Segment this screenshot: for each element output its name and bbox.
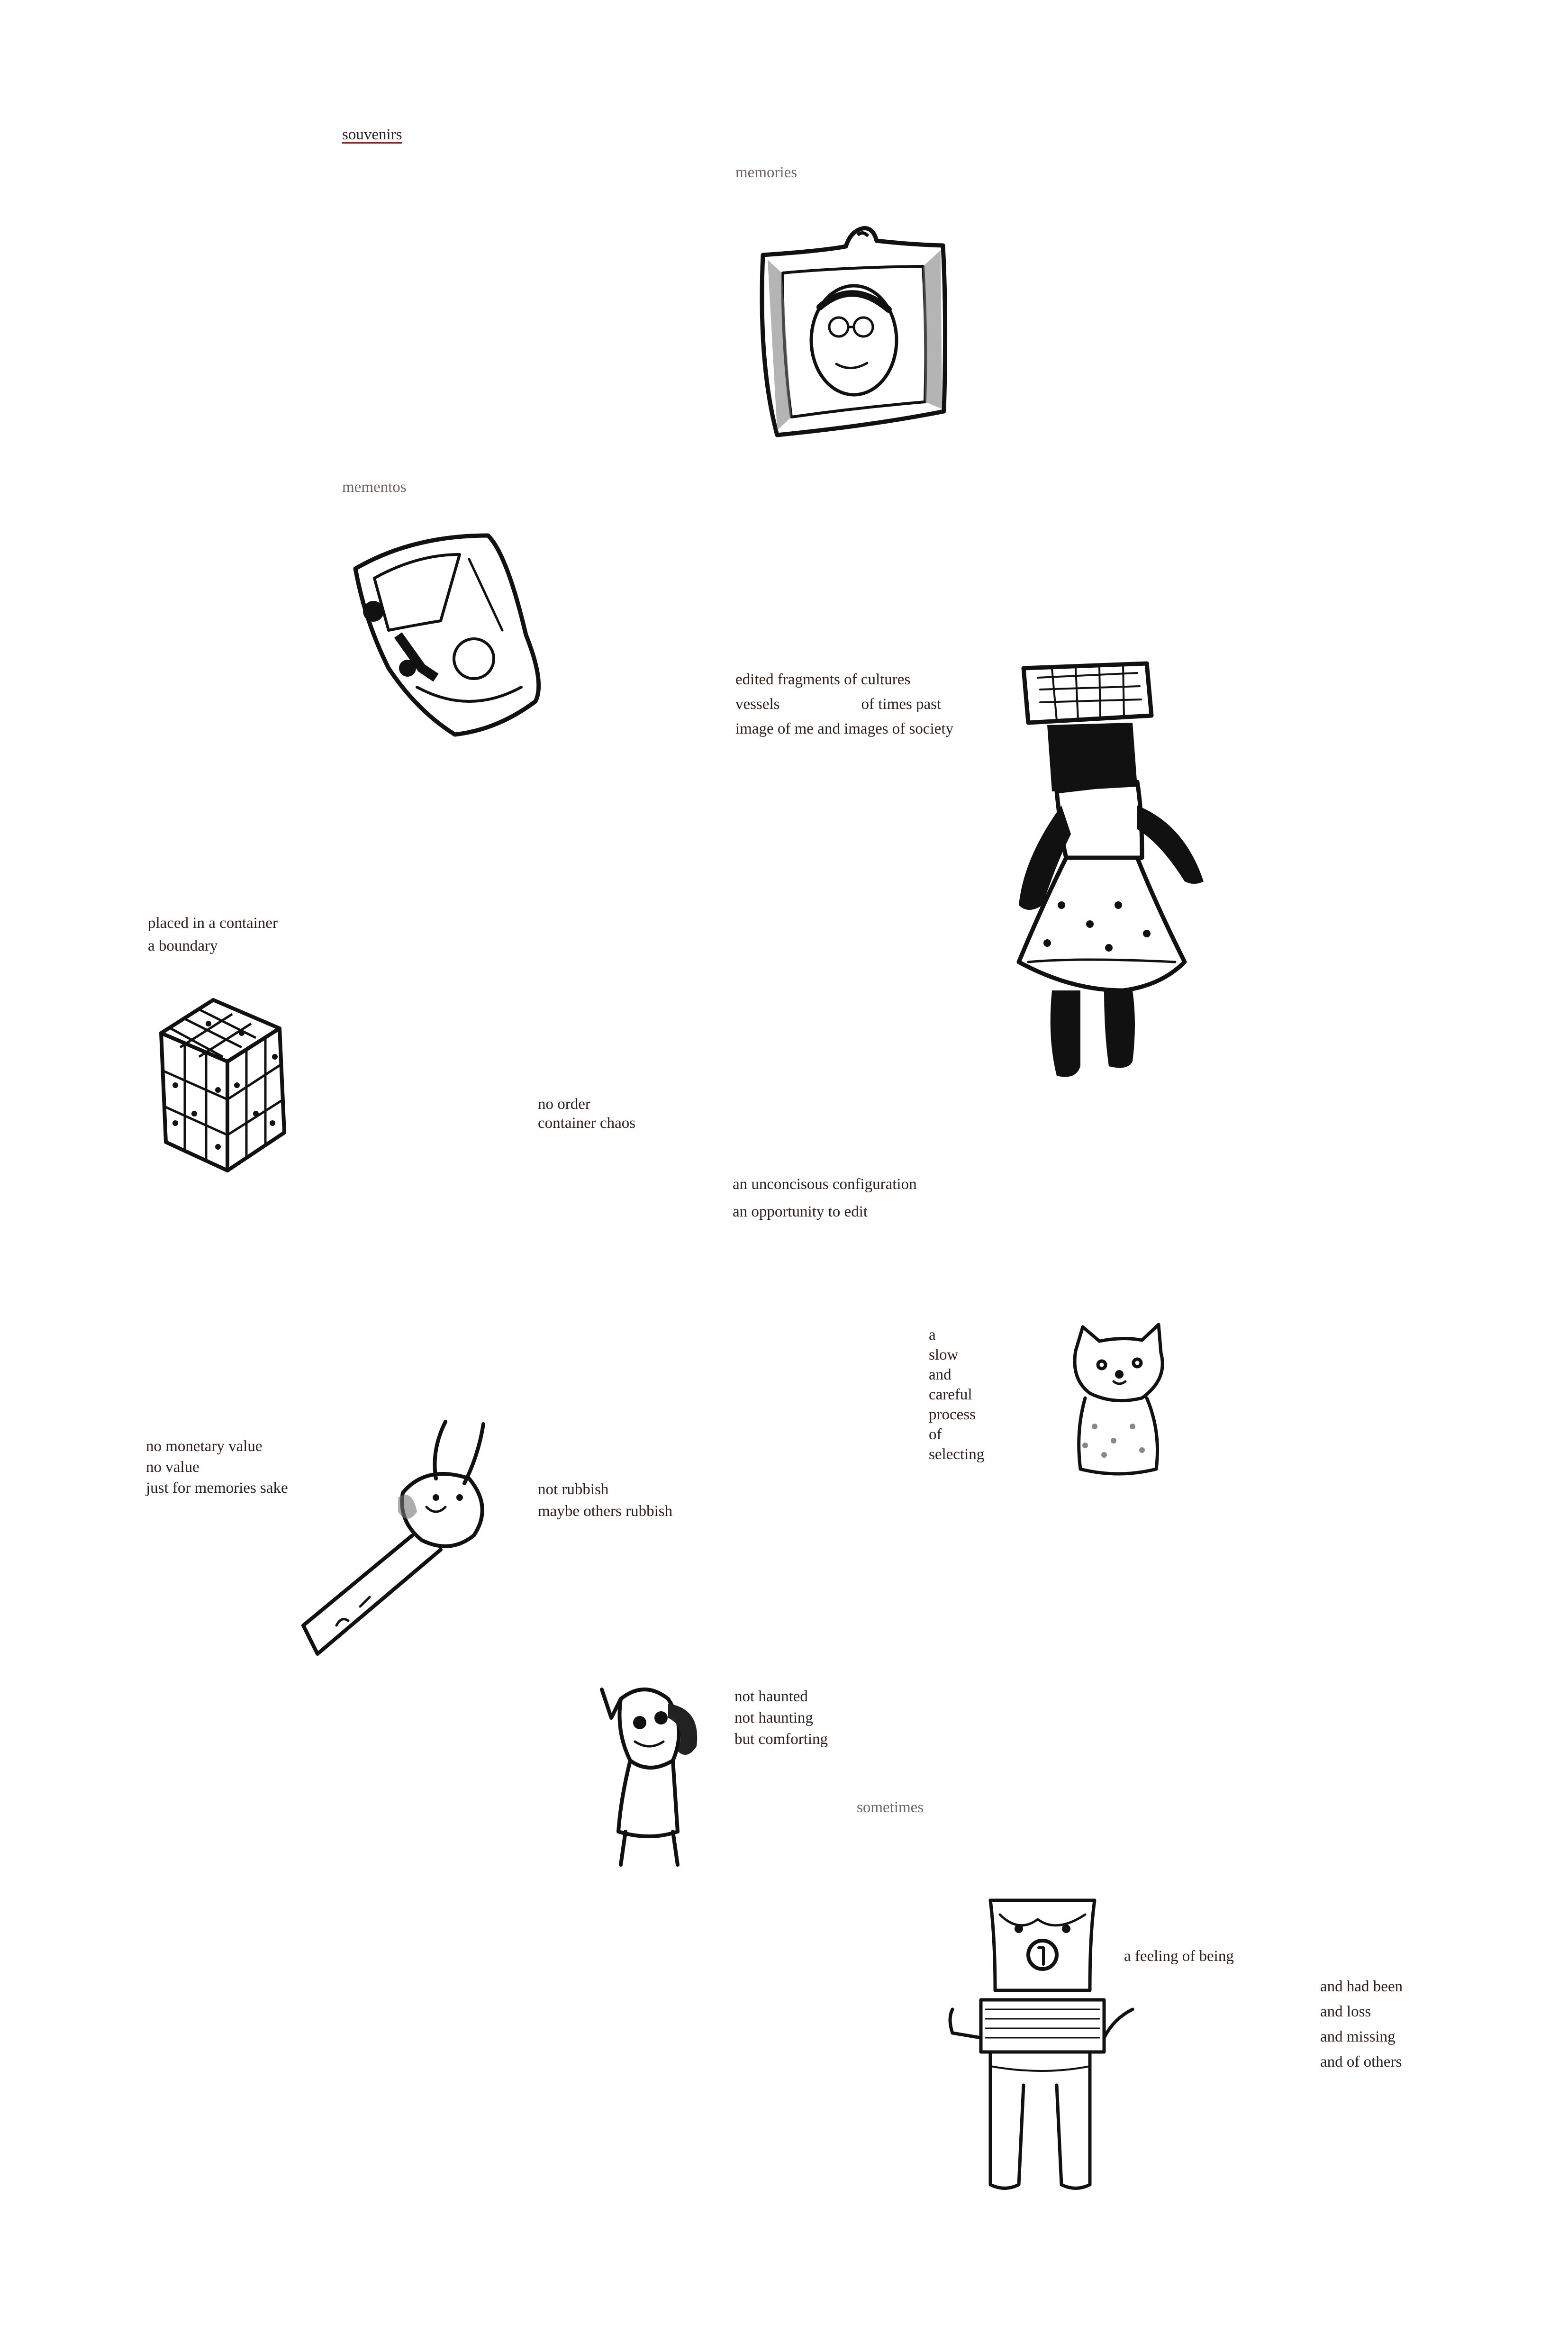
verse-line: not rubbish — [538, 1481, 609, 1498]
verse-chaos — [538, 1095, 635, 1133]
verse-rubbish — [538, 1479, 672, 1522]
verse-line: not haunting — [734, 1709, 813, 1726]
verse-value — [146, 1436, 288, 1498]
verse-line: careful — [929, 1386, 972, 1403]
verse-line: of — [929, 1426, 942, 1443]
doll-with-basket-icon — [995, 659, 1251, 1085]
verse-line: a — [929, 1326, 936, 1343]
verse-word: vessels — [735, 696, 780, 713]
verse-line: process — [929, 1406, 976, 1423]
verse-edited-fragments — [735, 667, 953, 741]
verse-haunted — [734, 1686, 828, 1750]
verse-line: and — [929, 1366, 952, 1383]
verse-line: no order — [538, 1096, 590, 1113]
lucky-cat-icon — [1061, 1322, 1170, 1479]
label-sometimes: sometimes — [857, 1799, 924, 1816]
verse-line: edited fragments of cultures — [735, 671, 911, 688]
title-souvenirs: souvenirs — [342, 126, 402, 143]
verse-line: and had been — [1320, 1978, 1403, 1995]
bunny-pez-dispenser-icon — [294, 1417, 493, 1663]
verse-line: no value — [146, 1459, 199, 1476]
verse-line: slow — [929, 1346, 959, 1363]
verse-line: an opportunity to edit — [733, 1203, 868, 1220]
toy-car-icon — [346, 526, 554, 739]
verse-line: no monetary value — [146, 1438, 263, 1455]
verse-selecting — [929, 1325, 984, 1464]
verse-line: an unconcisous configuration — [733, 1176, 917, 1193]
verse-line: but comforting — [734, 1731, 828, 1748]
verse-line: and missing — [1320, 2028, 1396, 2045]
verse-line: not haunted — [734, 1688, 808, 1705]
verse-line: container chaos — [538, 1115, 636, 1132]
verse-configuration — [733, 1171, 917, 1225]
verse-container — [148, 912, 278, 957]
verse-loss — [1320, 1974, 1403, 2075]
label-memories: memories — [735, 164, 798, 181]
small-figurine-icon — [592, 1680, 706, 1870]
bear-figure-icon — [948, 1896, 1123, 2199]
verse-feeling: a feeling of being — [1124, 1948, 1234, 1965]
verse-line: maybe others rubbish — [538, 1503, 673, 1520]
framed-portrait-icon — [749, 222, 952, 440]
verse-word: of times past — [861, 696, 942, 713]
verse-line: image of me and images of society — [735, 720, 954, 737]
dice-cube-icon — [152, 995, 313, 1175]
verse-line: and of others — [1320, 2053, 1402, 2070]
verse-line: and loss — [1320, 2003, 1371, 2020]
verse-line: selecting — [929, 1446, 985, 1463]
verse-line: placed in a container — [148, 915, 278, 932]
label-mementos: mementos — [342, 479, 407, 496]
verse-line: a boundary — [148, 937, 218, 954]
verse-line — [735, 692, 953, 717]
verse-line: just for memories sake — [146, 1480, 288, 1497]
